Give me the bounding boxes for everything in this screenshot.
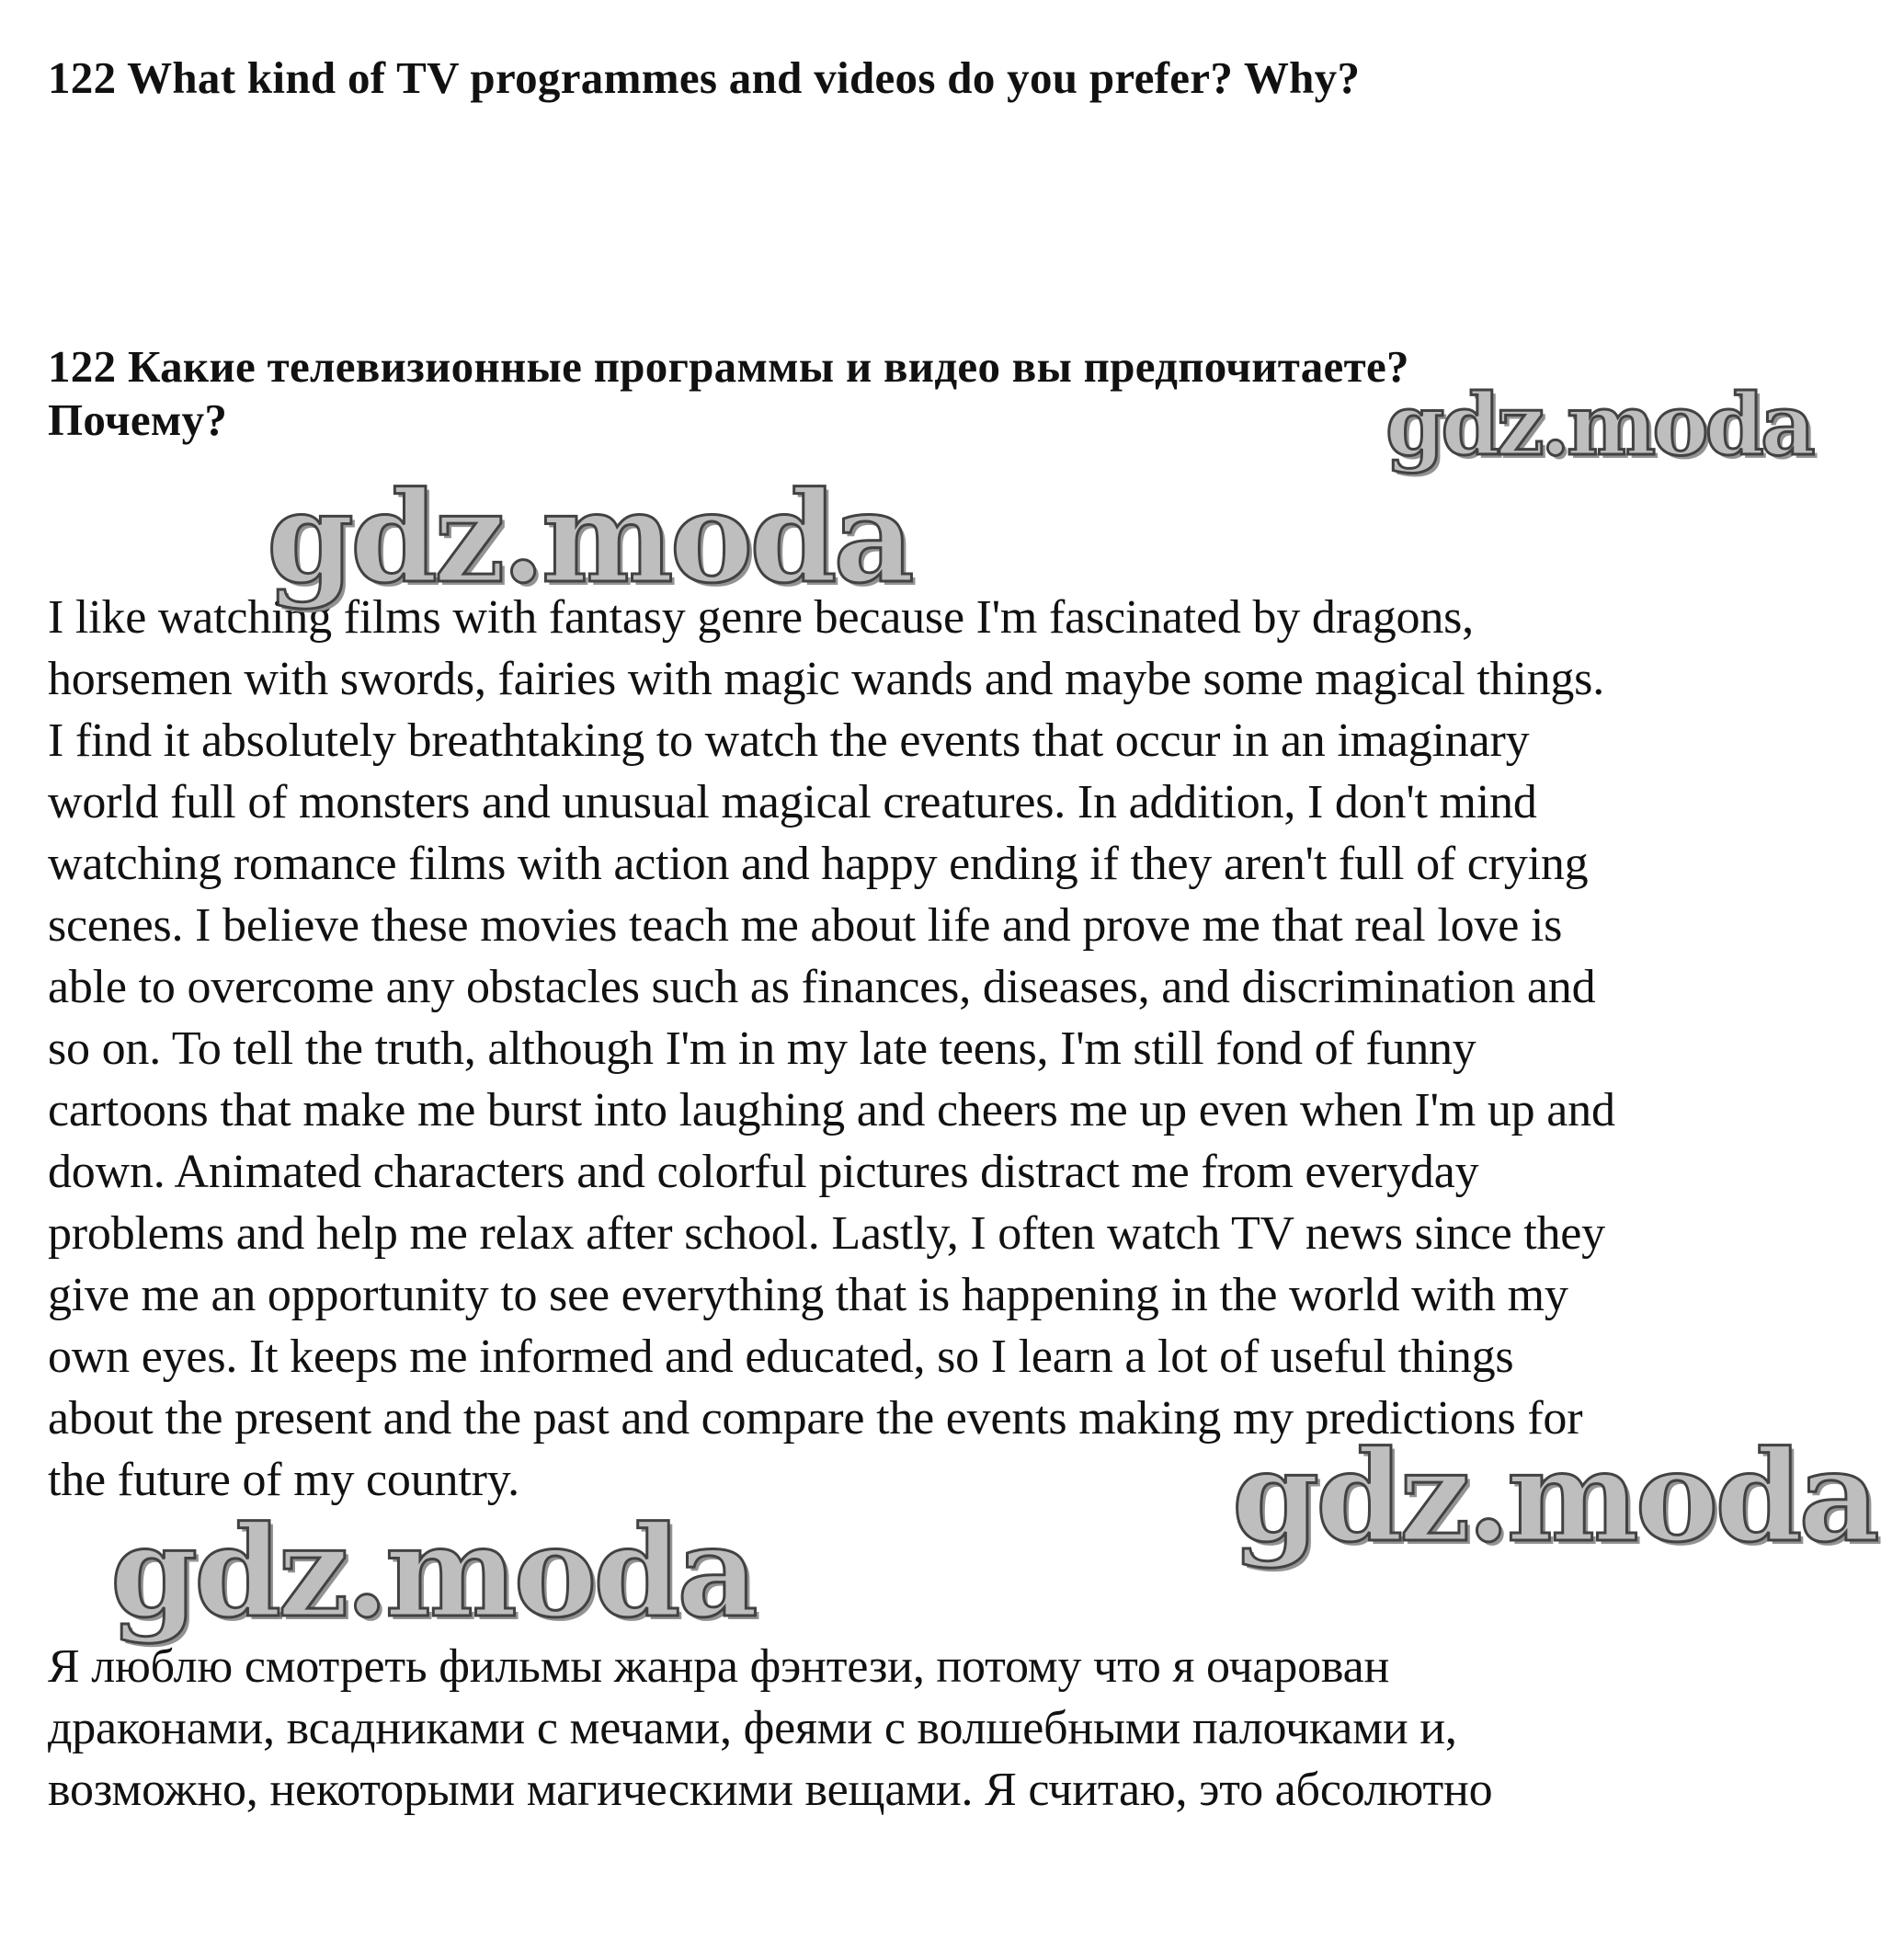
text-line: own eyes. It keeps me informed and educated, so I learn a lot of useful things (48, 1331, 1514, 1383)
text-line: драконами, всадниками с мечами, феями с волшебными палочками и, (48, 1702, 1457, 1754)
heading-russian-line-2: Почему? (48, 394, 228, 445)
watermark: gdz.moda (1232, 1423, 1876, 1570)
watermark: gdz.moda (110, 1499, 755, 1646)
heading-english: 122 What kind of TV programmes and videos do you prefer? Why? (48, 52, 1361, 103)
watermark: gdz.moda (267, 464, 911, 611)
text-line: scenes. I believe these movies teach me about life and prove me that real love is (48, 899, 1563, 952)
text-line: world full of monsters and unusual magical creatures. In addition, I don't mind (48, 776, 1537, 828)
text-line: problems and help me relax after school. Lastly, I often watch TV news since they (48, 1207, 1605, 1260)
text-line: down. Animated characters and colorful pictures distract me from everyday (48, 1146, 1479, 1198)
text-line: cartoons that make me burst into laughing and cheers me up even when I'm up and (48, 1084, 1615, 1136)
answer-russian (48, 1636, 1868, 1821)
text-line: I like watching films with fantasy genre because I'm fascinated by dragons, (48, 591, 1474, 644)
text-line: watching romance films with action and happy ending if they aren't full of crying (48, 838, 1589, 890)
text-line: I find it absolutely breathtaking to watch the events that occur in an imaginary (48, 714, 1530, 767)
text-line: so on. To tell the truth, although I'm in my late teens, I'm still fond of funny (48, 1022, 1476, 1075)
text-line: the future of my country. (48, 1454, 519, 1506)
text-line: Я люблю смотреть фильмы жанра фэнтези, потому что я очарован (48, 1640, 1390, 1693)
text-line: возможно, некоторыми магическими вещами. Я считаю, это абсолютно (48, 1764, 1493, 1816)
text-line: give me an opportunity to see everything that is happening in the world with my (48, 1269, 1568, 1321)
answer-english (48, 587, 1868, 1511)
text-line: able to overcome any obstacles such as finances, diseases, and discrimination and (48, 961, 1596, 1013)
heading-russian-line-1: 122 Какие телевизионные программы и видео вы предпочитаете? (48, 341, 1409, 392)
text-line: about the present and the past and compare the events making my predictions for (48, 1392, 1583, 1445)
watermark: gdz.moda (1385, 375, 1812, 474)
text-line: horsemen with swords, fairies with magic wands and maybe some magical things. (48, 653, 1605, 705)
